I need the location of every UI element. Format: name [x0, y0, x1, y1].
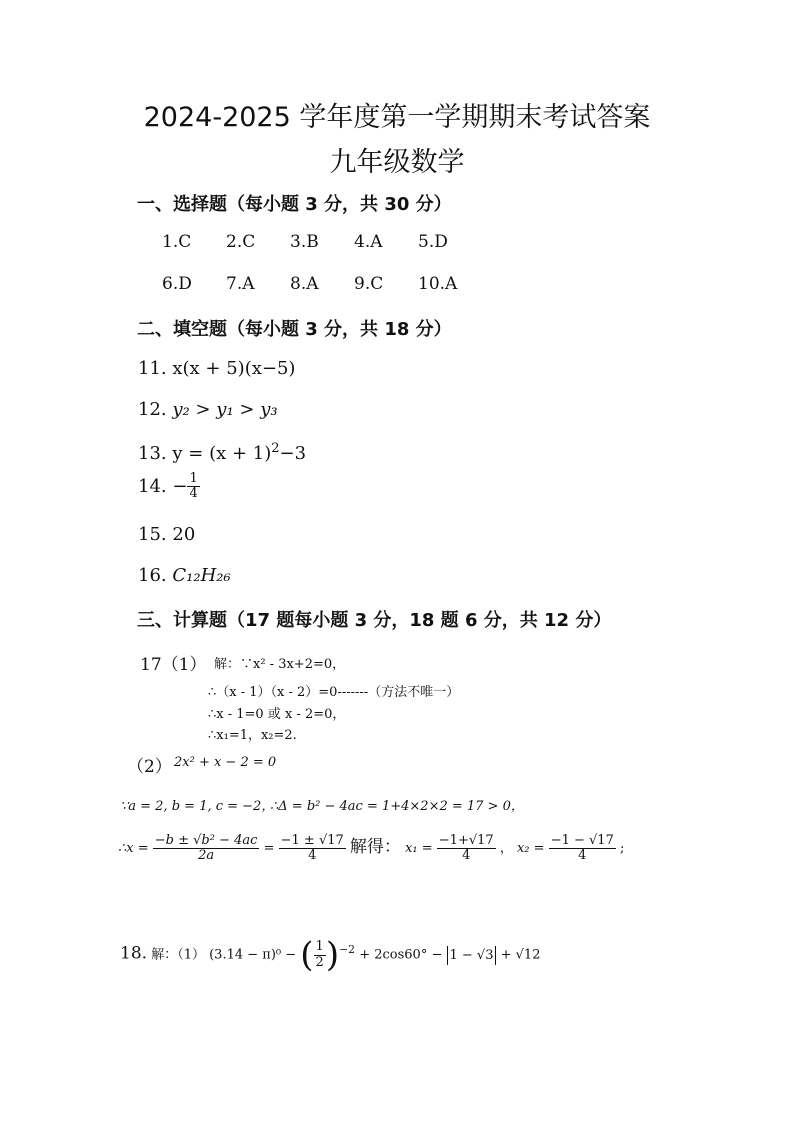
- page-subtitle: 九年级数学: [329, 147, 465, 178]
- q18-expression: 18. 解：（1） (3.14 − π)⁰ − ( $\frac{1}{2}$ )$^{-2}$ + 2cos60° − 1 − √3 + √12: [120, 935, 541, 975]
- answer-5: 5.D: [418, 232, 448, 252]
- answer-11: 11. x(x + 5)(x−5): [138, 358, 296, 379]
- answer-15: 15. 20: [138, 524, 196, 545]
- answer-1: 1.C: [162, 232, 192, 252]
- q17-2-equation: 2x² + x − 2 = 0: [174, 755, 277, 770]
- q17-1-line4: ∴x₁=1，x₂=2.: [208, 728, 297, 743]
- answer-10: 10.A: [418, 274, 458, 294]
- answer-9: 9.C: [354, 274, 384, 294]
- q17-2-coefficients: ∵a = 2, b = 1, c = −2，: [120, 799, 275, 814]
- q17-1-line3: ∴x - 1=0 或 x - 2=0，: [208, 707, 346, 722]
- section3-heading: 三、计算题（17 题每小题 3 分，18 题 6 分，共 12 分）: [137, 610, 612, 631]
- q17-2-label: （2）: [127, 757, 172, 777]
- q17-1-label: 17（1）: [140, 655, 207, 675]
- page-title: 2024-2025 学年度第一学期期末考试答案: [143, 102, 651, 133]
- fraction: $\frac{-1 \pm √17}{4}$: [280, 832, 344, 863]
- fraction: $\frac{1}{4}$: [189, 471, 198, 502]
- fraction: $\frac{-1+√17}{4}$: [438, 832, 494, 863]
- answer-6: 6.D: [162, 274, 192, 294]
- fraction: $\frac{1}{2}$: [315, 939, 324, 970]
- absolute-value: 1 − √3: [447, 946, 497, 965]
- answer-14: 14. − $\frac{1}{4}$: [138, 471, 198, 502]
- fraction: $\frac{\text{−b ± √b² − 4ac}}{2a}$: [154, 832, 258, 863]
- q17-2-quadratic-formula: ∴x = $\frac{\text{−b ± √b² − 4ac}}{2a}$ = $\frac{-1 \pm √17}{4}$ 解得： x₁ = $\frac{-1+√17}{4}$ ， x₂ = $\frac{-1 - √17}{4}$ ;: [118, 832, 625, 863]
- answer-16: 16. C₁₂H₂₆: [138, 565, 231, 586]
- answer-8: 8.A: [290, 274, 319, 294]
- q17-2-discriminant: ∴Δ = b² − 4ac = 1+4×2×2 = 17 > 0，: [270, 799, 524, 814]
- section1-heading: 一、选择题（每小题 3 分，共 30 分）: [137, 194, 452, 215]
- answer-4: 4.A: [354, 232, 383, 252]
- left-paren: (: [300, 935, 314, 975]
- section2-heading: 二、填空题（每小题 3 分，共 18 分）: [137, 319, 452, 340]
- fraction: $\frac{-1 - √17}{4}$: [550, 832, 614, 863]
- answer-2: 2.C: [226, 232, 256, 252]
- answer-7: 7.A: [226, 274, 255, 294]
- q17-1-line1: 解：∵x² - 3x+2=0，: [214, 657, 346, 672]
- right-paren: ): [325, 935, 340, 975]
- q17-1-line2: ∴（x - 1）（x - 2）=0-------（方法不唯一）: [208, 685, 460, 700]
- answer-13: 13. $y = (x + 1)^2-3$: [138, 441, 307, 464]
- answer-3: 3.B: [290, 232, 319, 252]
- answer-12: 12. y₂ > y₁ > y₃: [138, 399, 278, 420]
